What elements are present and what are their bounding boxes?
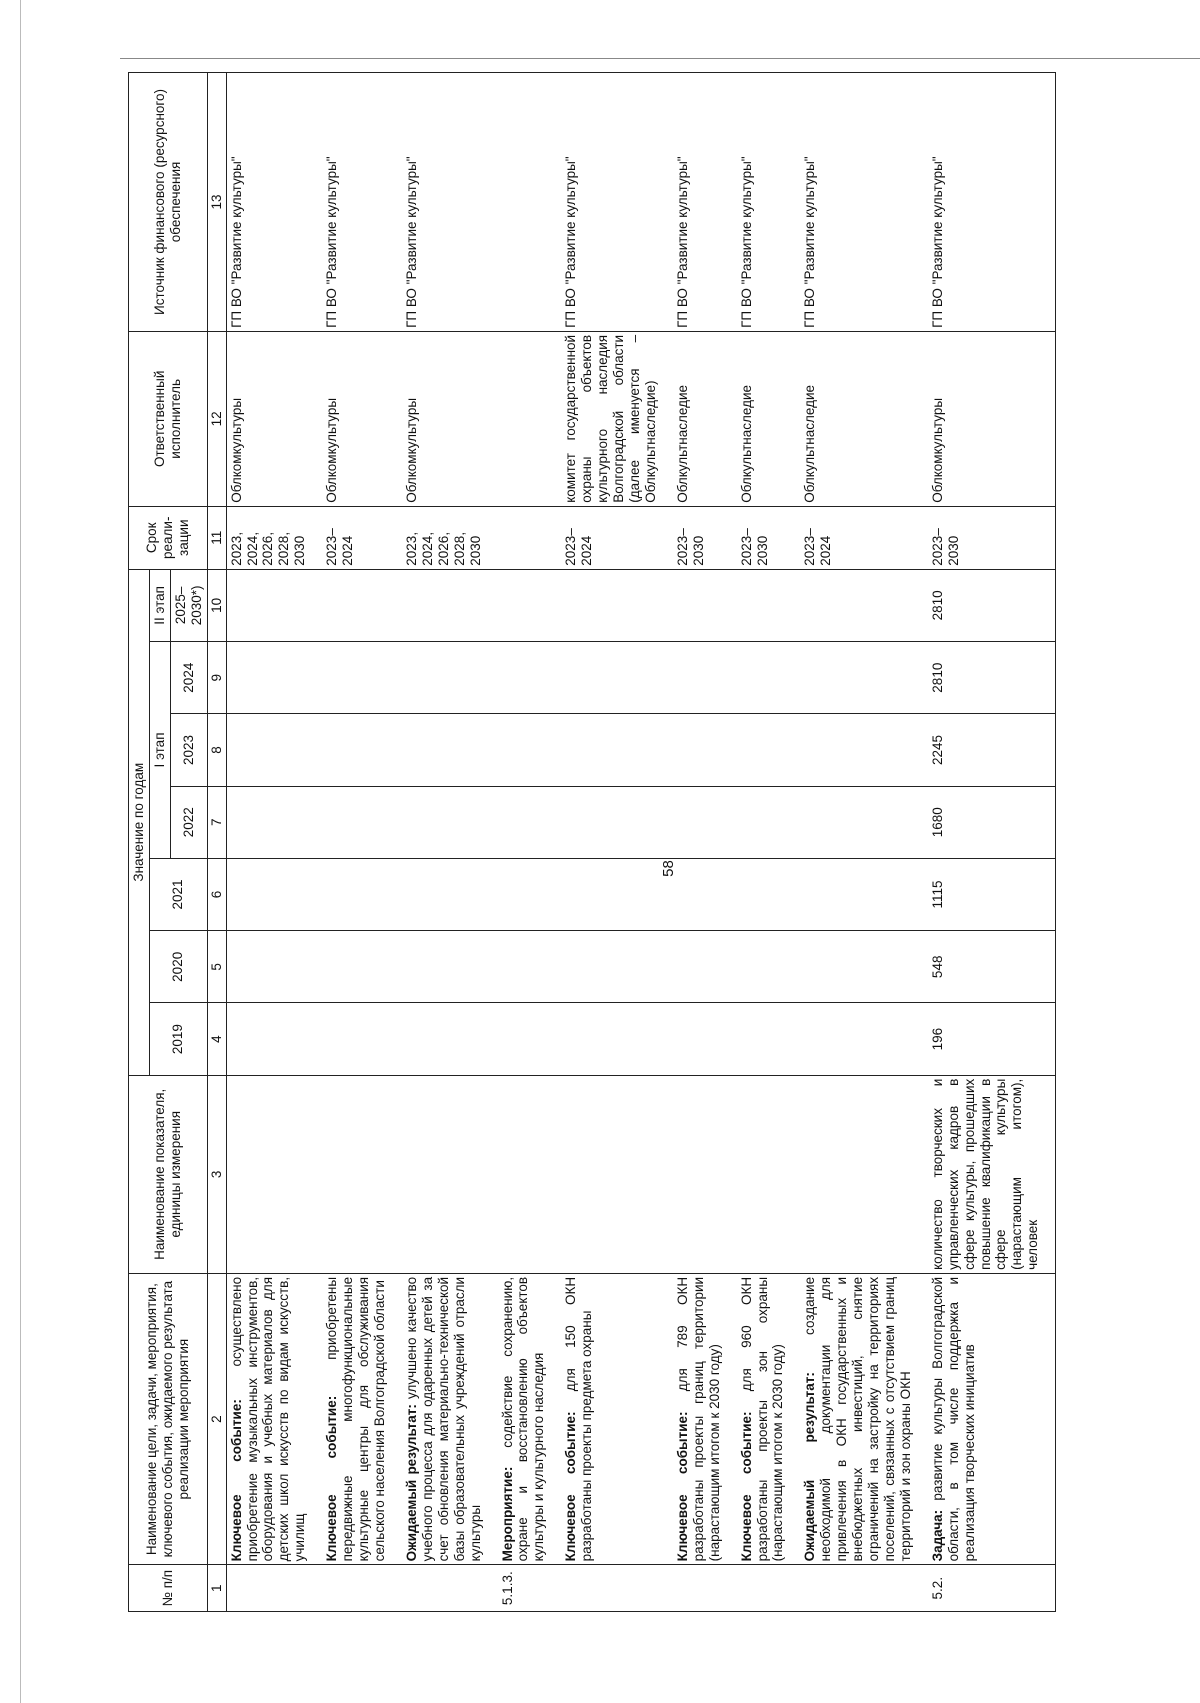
value-2022 — [226, 786, 322, 858]
value-2023: 2245 — [928, 714, 1056, 786]
value-2022 — [561, 786, 673, 858]
value-2025-2030 — [737, 569, 801, 641]
value-2022 — [322, 786, 402, 858]
col-number: 8 — [207, 714, 226, 786]
table-row — [673, 73, 737, 1612]
header-2023: 2023 — [170, 714, 207, 786]
value-2022 — [800, 786, 927, 858]
header-2022: 2022 — [170, 786, 207, 858]
row-term: 2023–2030 — [673, 506, 737, 569]
value-2020 — [402, 931, 498, 1003]
table-row — [226, 73, 322, 1612]
row-number — [226, 1565, 322, 1612]
value-2025-2030 — [402, 569, 498, 641]
col-number: 5 — [207, 931, 226, 1003]
row-description — [561, 1273, 673, 1564]
row-number — [561, 1565, 673, 1612]
value-2019: 196 — [928, 1003, 1056, 1075]
value-2025-2030 — [322, 569, 402, 641]
row-text: создание необходимой документации для привлечения в ОКН государственных и внебюджетных инвестиций, снятие ограничений на застройку на территориях поселений, связанных с отсутствием границ территорий и зон охраны ОКН — [802, 1276, 913, 1562]
row-indicator — [322, 1075, 402, 1273]
row-description — [800, 1273, 927, 1564]
header-values-group: Значение по годам — [129, 569, 150, 1075]
row-label: Задача: — [929, 1509, 945, 1562]
row-indicator — [498, 1075, 562, 1273]
value-2022 — [737, 786, 801, 858]
column-number-row — [207, 73, 226, 1612]
value-2024 — [673, 642, 737, 714]
row-description — [322, 1273, 402, 1564]
scan-edge-top — [120, 58, 1200, 59]
value-2023 — [322, 714, 402, 786]
col-number: 4 — [207, 1003, 226, 1075]
value-2021 — [561, 858, 673, 930]
value-2021 — [226, 858, 322, 930]
row-description — [402, 1273, 498, 1564]
row-executor: Облкомкультуры — [322, 331, 402, 506]
row-term: 2023, 2024, 2026, 2028, 2030 — [226, 506, 322, 569]
value-2019 — [737, 1003, 801, 1075]
value-2020 — [800, 931, 927, 1003]
col-number: 13 — [207, 73, 226, 332]
header-2019: 2019 — [149, 1003, 207, 1075]
value-2025-2030: 2810 — [928, 569, 1056, 641]
value-2023 — [498, 714, 562, 786]
value-2024 — [402, 642, 498, 714]
row-number — [322, 1565, 402, 1612]
value-2023 — [800, 714, 927, 786]
row-term: 2023–2024 — [561, 506, 673, 569]
row-indicator — [737, 1075, 801, 1273]
value-2021 — [737, 858, 801, 930]
value-2024 — [737, 642, 801, 714]
row-number: 5.1.3. — [498, 1565, 562, 1612]
value-2020 — [561, 931, 673, 1003]
table-row — [800, 73, 927, 1612]
row-source: ГП ВО "Развитие культуры" — [322, 73, 402, 332]
row-text: для 150 ОКН разработаны проекты предмета охраны — [563, 1276, 595, 1562]
row-source — [498, 73, 562, 332]
row-term: 2023–2030 — [928, 506, 1056, 569]
header-2025-2030: 2025–2030*) — [170, 569, 207, 641]
value-2019 — [800, 1003, 927, 1075]
col-number: 10 — [207, 569, 226, 641]
row-indicator — [800, 1075, 927, 1273]
value-2022 — [498, 786, 562, 858]
row-description — [226, 1273, 322, 1564]
value-2020 — [226, 931, 322, 1003]
row-number — [800, 1565, 927, 1612]
row-description — [673, 1273, 737, 1564]
row-executor: комитет государственной охраны объектов культурного наследия Волгоградской области (далее именуется – Облкультнаследие) — [561, 331, 673, 506]
row-indicator — [402, 1075, 498, 1273]
value-2025-2030 — [498, 569, 562, 641]
header-term: Срок реали-зации — [129, 506, 208, 569]
value-2024 — [322, 642, 402, 714]
measures-table — [128, 72, 1056, 1612]
table-row — [737, 73, 801, 1612]
row-label: Ожидаемый результат: — [802, 1372, 818, 1562]
row-source: ГП ВО "Развитие культуры" — [673, 73, 737, 332]
header-2021: 2021 — [149, 858, 207, 930]
rotated-table-sheet — [128, 72, 1053, 1612]
value-2021 — [402, 858, 498, 930]
row-executor: Облкомкультуры — [402, 331, 498, 506]
value-2019 — [322, 1003, 402, 1075]
value-2020: 548 — [928, 931, 1056, 1003]
value-2024: 2810 — [928, 642, 1056, 714]
header-name: Наименование цели, задачи, мероприятия, ключевого события, ожидаемого результата реализации мероприятия — [129, 1273, 208, 1564]
value-2020 — [322, 931, 402, 1003]
value-2019 — [673, 1003, 737, 1075]
row-text: улучшено качество учебного процесса для одаренных детей за счет обновления материально-технической базы образовательных учреждений отрасли культуры — [403, 1276, 483, 1562]
value-2019 — [402, 1003, 498, 1075]
table-row — [561, 73, 673, 1612]
table-row — [498, 73, 562, 1612]
value-2025-2030 — [561, 569, 673, 641]
row-executor: Облкультнаследие — [737, 331, 801, 506]
row-term: 2023–2024 — [800, 506, 927, 569]
header-2020: 2020 — [149, 931, 207, 1003]
value-2024 — [498, 642, 562, 714]
row-term: 2023, 2024, 2026, 2028, 2030 — [402, 506, 498, 569]
row-label: Мероприятие: — [499, 1466, 515, 1562]
row-term: 2023–2024 — [322, 506, 402, 569]
header-executor: Ответственный исполнитель — [129, 331, 208, 506]
page-number: 58 — [659, 860, 677, 877]
col-number: 7 — [207, 786, 226, 858]
row-text: для 789 ОКН разработаны проекты границ территории (нарастающим итогом к 2030 году) — [674, 1276, 722, 1562]
row-term: 2023–2030 — [737, 506, 801, 569]
value-2023 — [561, 714, 673, 786]
col-number: 6 — [207, 858, 226, 930]
row-executor: Облкультнаследие — [800, 331, 927, 506]
value-2023 — [737, 714, 801, 786]
row-executor: Облкомкультуры — [226, 331, 322, 506]
row-executor: Облкомкультуры — [928, 331, 1056, 506]
row-source: ГП ВО "Развитие культуры" — [402, 73, 498, 332]
table-body — [226, 73, 1056, 1612]
col-number: 12 — [207, 331, 226, 506]
row-source: ГП ВО "Развитие культуры" — [737, 73, 801, 332]
value-2024 — [800, 642, 927, 714]
header-num: № п/п — [129, 1565, 208, 1612]
col-number: 11 — [207, 506, 226, 569]
value-2022: 1680 — [928, 786, 1056, 858]
col-number: 2 — [207, 1273, 226, 1564]
value-2023 — [673, 714, 737, 786]
row-description — [737, 1273, 801, 1564]
table-row — [928, 73, 1056, 1612]
row-label: Ключевое событие: — [563, 1411, 579, 1562]
row-source: ГП ВО "Развитие культуры" — [226, 73, 322, 332]
value-2024 — [561, 642, 673, 714]
row-text: для 960 ОКН разработаны проекты зон охраны (нарастающим итогом к 2030 году) — [738, 1276, 786, 1562]
value-2022 — [673, 786, 737, 858]
row-label: Ключевое событие: — [228, 1399, 244, 1562]
row-number — [673, 1565, 737, 1612]
row-number — [402, 1565, 498, 1612]
scan-edge-left — [20, 0, 21, 1703]
row-indicator — [226, 1075, 322, 1273]
row-number: 5.2. — [928, 1565, 1056, 1612]
row-indicator: количество творческих и управленческих кадров в сфере культуры, прошедших повышение квалификации в сфере культуры (нарастающим итогом), человек — [928, 1075, 1056, 1273]
value-2023 — [402, 714, 498, 786]
row-label: Ключевое событие: — [324, 1395, 340, 1562]
header-stage2: II этап — [149, 569, 170, 641]
value-2021 — [800, 858, 927, 930]
header-stage1: I этап — [149, 642, 170, 859]
header-indicator: Наименование показателя, единицы измерения — [129, 1075, 208, 1273]
value-2020 — [498, 931, 562, 1003]
value-2024 — [226, 642, 322, 714]
value-2021 — [673, 858, 737, 930]
col-number: 9 — [207, 642, 226, 714]
row-label: Ожидаемый результат: — [403, 1404, 419, 1562]
value-2025-2030 — [226, 569, 322, 641]
row-text: приобретены передвижные многофункциональные культурные центры для обслуживания сельского населения Волгоградской области — [324, 1276, 387, 1562]
value-2021 — [498, 858, 562, 930]
row-description — [498, 1273, 562, 1564]
row-executor: Облкультнаследие — [673, 331, 737, 506]
value-2020 — [673, 931, 737, 1003]
col-number: 1 — [207, 1565, 226, 1612]
table-row — [322, 73, 402, 1612]
header-2024: 2024 — [170, 642, 207, 714]
row-indicator — [561, 1075, 673, 1273]
row-text: осуществлено приобретение музыкальных инструментов, оборудования и учебных материалов для детских школ искусств по видам искусств, училищ — [228, 1276, 308, 1562]
row-executor — [498, 331, 562, 506]
value-2023 — [226, 714, 322, 786]
value-2019 — [226, 1003, 322, 1075]
row-label: Ключевое событие: — [738, 1411, 754, 1562]
row-text: развитие культуры Волгоградской области, в том числе поддержка и реализация творческих инициатив — [929, 1276, 977, 1562]
value-2019 — [561, 1003, 673, 1075]
row-source: ГП ВО "Развитие культуры" — [800, 73, 927, 332]
value-2021 — [322, 858, 402, 930]
row-source: ГП ВО "Развитие культуры" — [561, 73, 673, 332]
value-2022 — [402, 786, 498, 858]
row-description — [928, 1273, 1056, 1564]
row-term — [498, 506, 562, 569]
value-2025-2030 — [800, 569, 927, 641]
value-2019 — [498, 1003, 562, 1075]
value-2020 — [737, 931, 801, 1003]
col-number: 3 — [207, 1075, 226, 1273]
row-number — [737, 1565, 801, 1612]
table-row — [402, 73, 498, 1612]
row-label: Ключевое событие: — [674, 1411, 690, 1562]
row-indicator — [673, 1075, 737, 1273]
row-text: содействие сохранению, охране и восстановлению объектов культуры и культурного наследия — [499, 1276, 547, 1562]
header-source: Источник финансового (ресурсного) обеспечения — [129, 73, 208, 332]
value-2025-2030 — [673, 569, 737, 641]
row-source: ГП ВО "Развитие культуры" — [928, 73, 1056, 332]
value-2021: 1115 — [928, 858, 1056, 930]
